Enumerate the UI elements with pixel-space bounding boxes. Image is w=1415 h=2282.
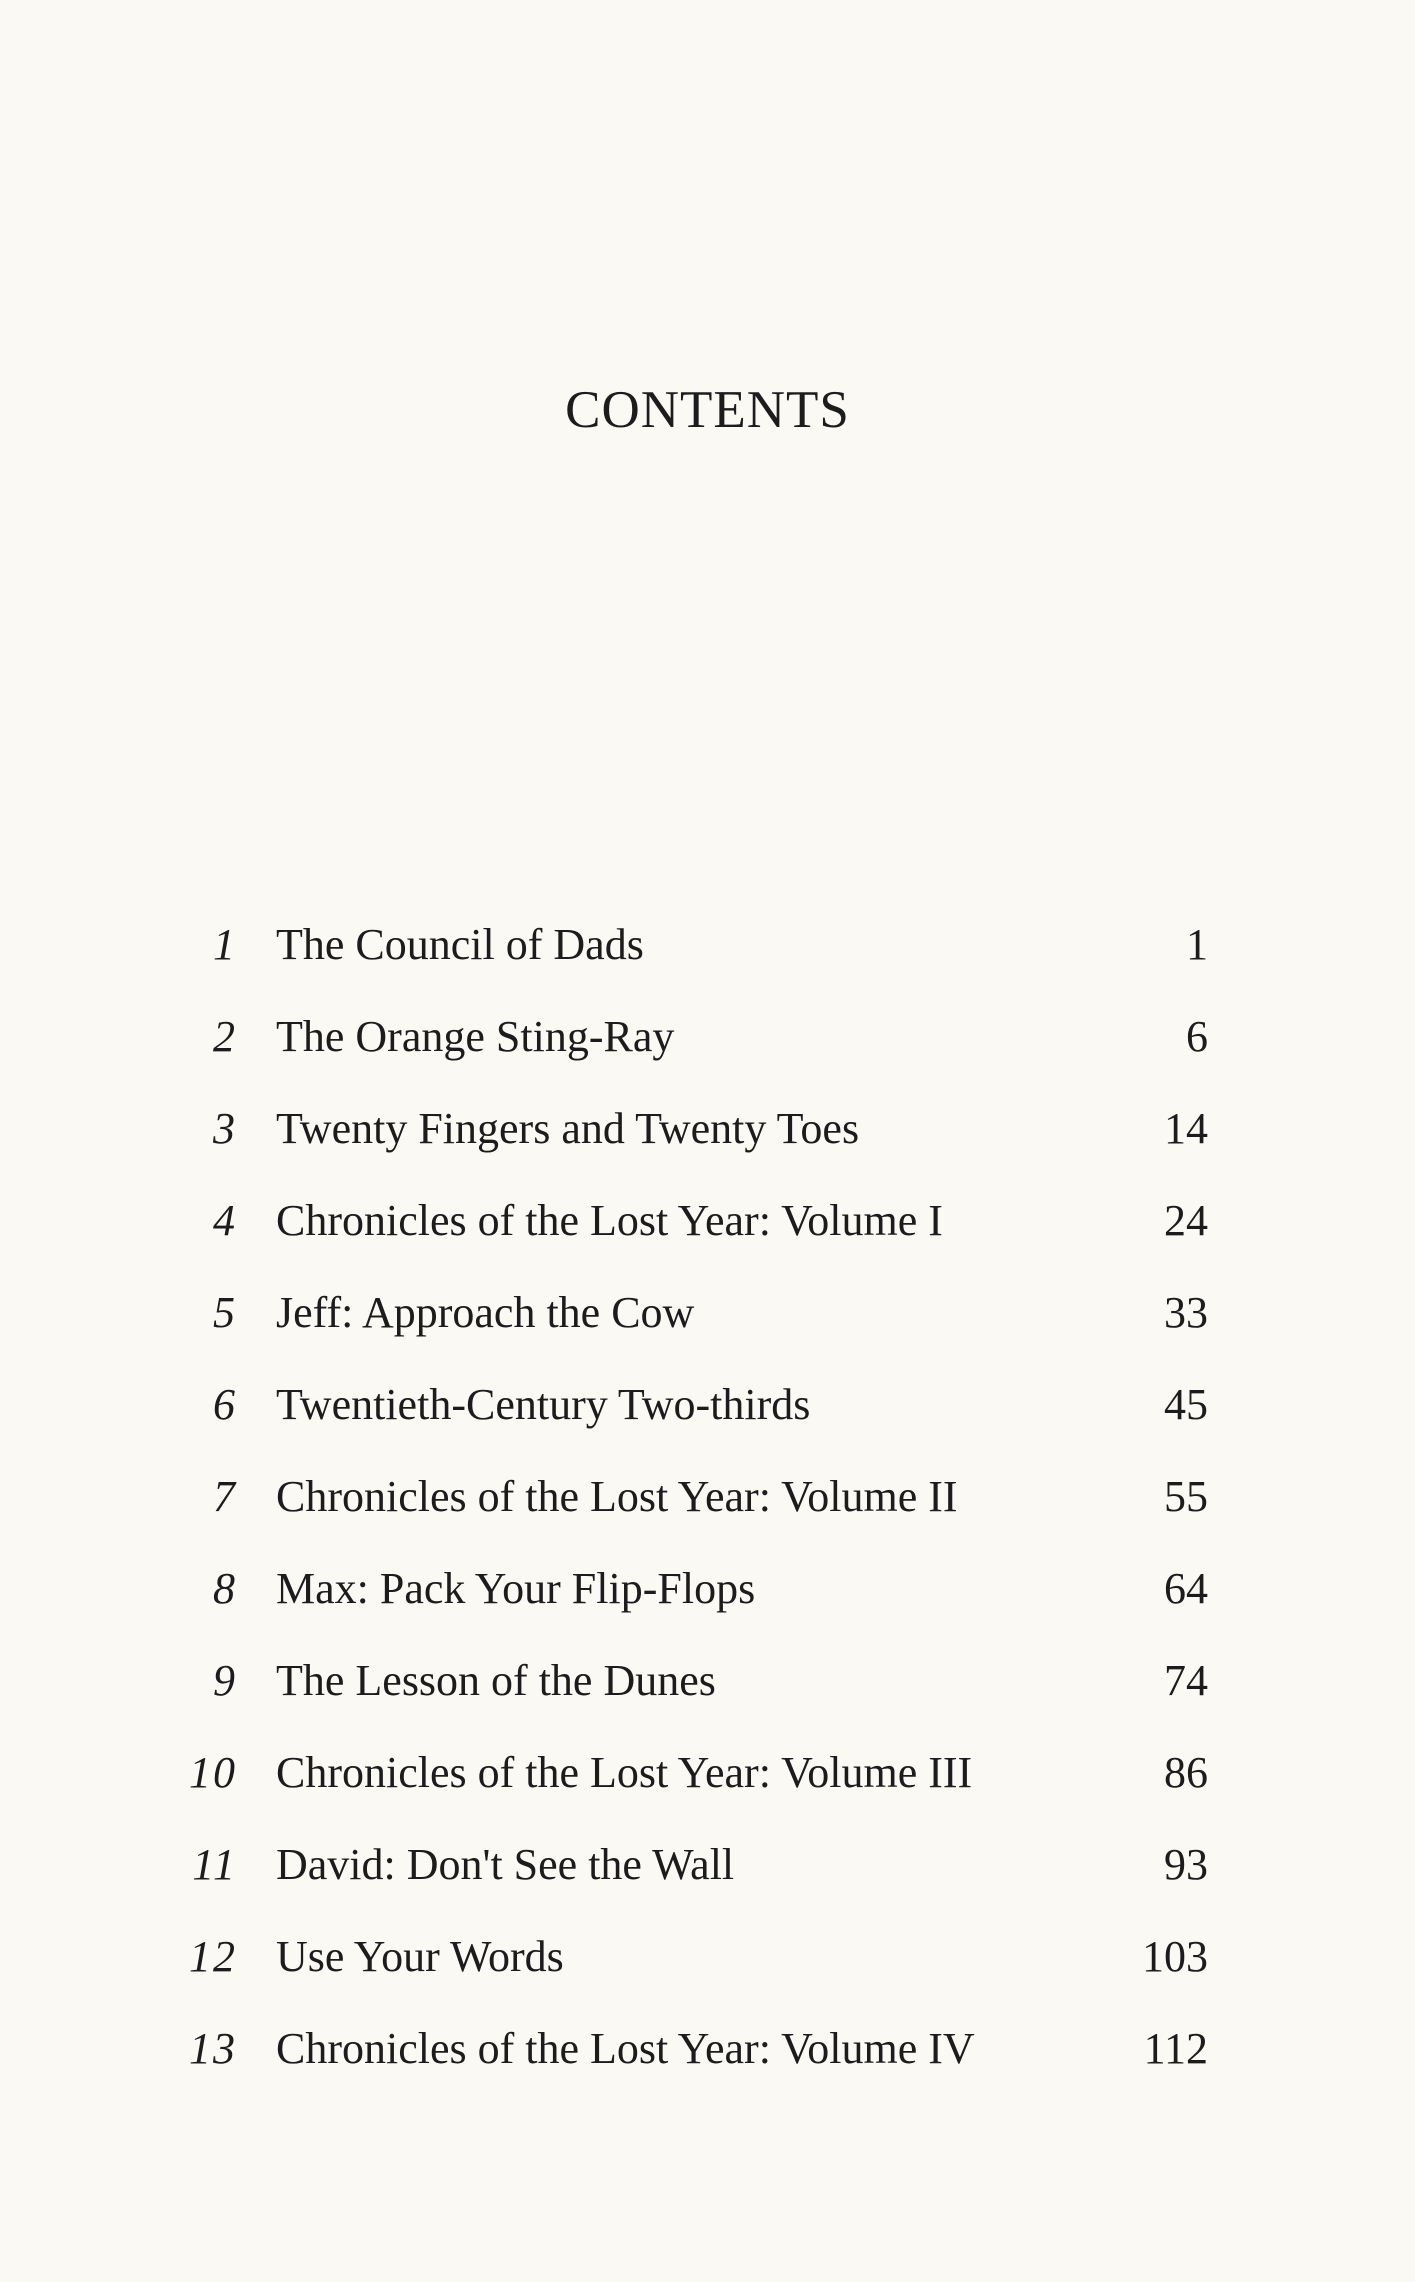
chapter-page-number: 93	[1164, 1840, 1208, 1889]
chapter-title: Chronicles of the Lost Year: Volume IV	[276, 2024, 975, 2073]
chapter-page-number: 55	[1164, 1472, 1208, 1521]
chapter-page-number: 24	[1164, 1196, 1208, 1245]
chapter-title: Twentieth-Century Two-thirds	[276, 1380, 811, 1429]
chapter-number: 2	[213, 1012, 237, 1061]
chapter-number: 4	[213, 1196, 237, 1245]
toc-entry	[0, 1738, 1415, 1830]
chapter-number: 9	[213, 1656, 237, 1705]
toc-entry	[0, 1370, 1415, 1462]
chapter-number: 11	[192, 1840, 237, 1889]
chapter-page-number: 64	[1164, 1564, 1208, 1613]
chapter-title: Jeff: Approach the Cow	[276, 1288, 695, 1337]
chapter-page-number: 6	[1186, 1012, 1208, 1061]
chapter-page-number: 112	[1143, 2024, 1208, 2073]
chapter-title: The Lesson of the Dunes	[276, 1656, 716, 1705]
toc-entry	[0, 1094, 1415, 1186]
chapter-number: 5	[213, 1288, 237, 1337]
chapter-title: Chronicles of the Lost Year: Volume III	[276, 1748, 973, 1797]
chapter-title: Chronicles of the Lost Year: Volume II	[276, 1472, 958, 1521]
chapter-number: 6	[213, 1380, 237, 1429]
toc-entry	[0, 1278, 1415, 1370]
toc-entry	[0, 910, 1415, 1002]
chapter-title: The Orange Sting-Ray	[276, 1012, 675, 1061]
chapter-title: Twenty Fingers and Twenty Toes	[276, 1104, 860, 1153]
toc-entry	[0, 1554, 1415, 1646]
chapter-number: 3	[213, 1104, 237, 1153]
chapter-page-number: 103	[1142, 1932, 1208, 1981]
chapter-page-number: 45	[1164, 1380, 1208, 1429]
chapter-title: Chronicles of the Lost Year: Volume I	[276, 1196, 943, 1245]
table-of-contents	[0, 910, 1415, 2106]
chapter-page-number: 86	[1164, 1748, 1208, 1797]
page-title: CONTENTS	[565, 381, 850, 439]
chapter-number: 8	[213, 1564, 237, 1613]
chapter-title: David: Don't See the Wall	[276, 1840, 735, 1889]
chapter-page-number: 33	[1164, 1288, 1208, 1337]
toc-entry	[0, 1002, 1415, 1094]
chapter-page-number: 14	[1164, 1104, 1208, 1153]
toc-entry	[0, 1830, 1415, 1922]
chapter-number: 1	[213, 920, 237, 969]
chapter-title: Use Your Words	[276, 1932, 564, 1981]
toc-entry	[0, 1186, 1415, 1278]
chapter-number: 10	[189, 1748, 237, 1797]
chapter-page-number: 1	[1186, 920, 1208, 969]
chapter-number: 13	[189, 2024, 237, 2073]
chapter-number: 7	[213, 1472, 237, 1521]
chapter-title: The Council of Dads	[276, 920, 644, 969]
chapter-number: 12	[189, 1932, 237, 1981]
toc-entry	[0, 1462, 1415, 1554]
toc-entry	[0, 1646, 1415, 1738]
toc-entry	[0, 1922, 1415, 2014]
chapter-title: Max: Pack Your Flip-Flops	[276, 1564, 756, 1613]
toc-entry	[0, 2014, 1415, 2106]
chapter-page-number: 74	[1164, 1656, 1208, 1705]
